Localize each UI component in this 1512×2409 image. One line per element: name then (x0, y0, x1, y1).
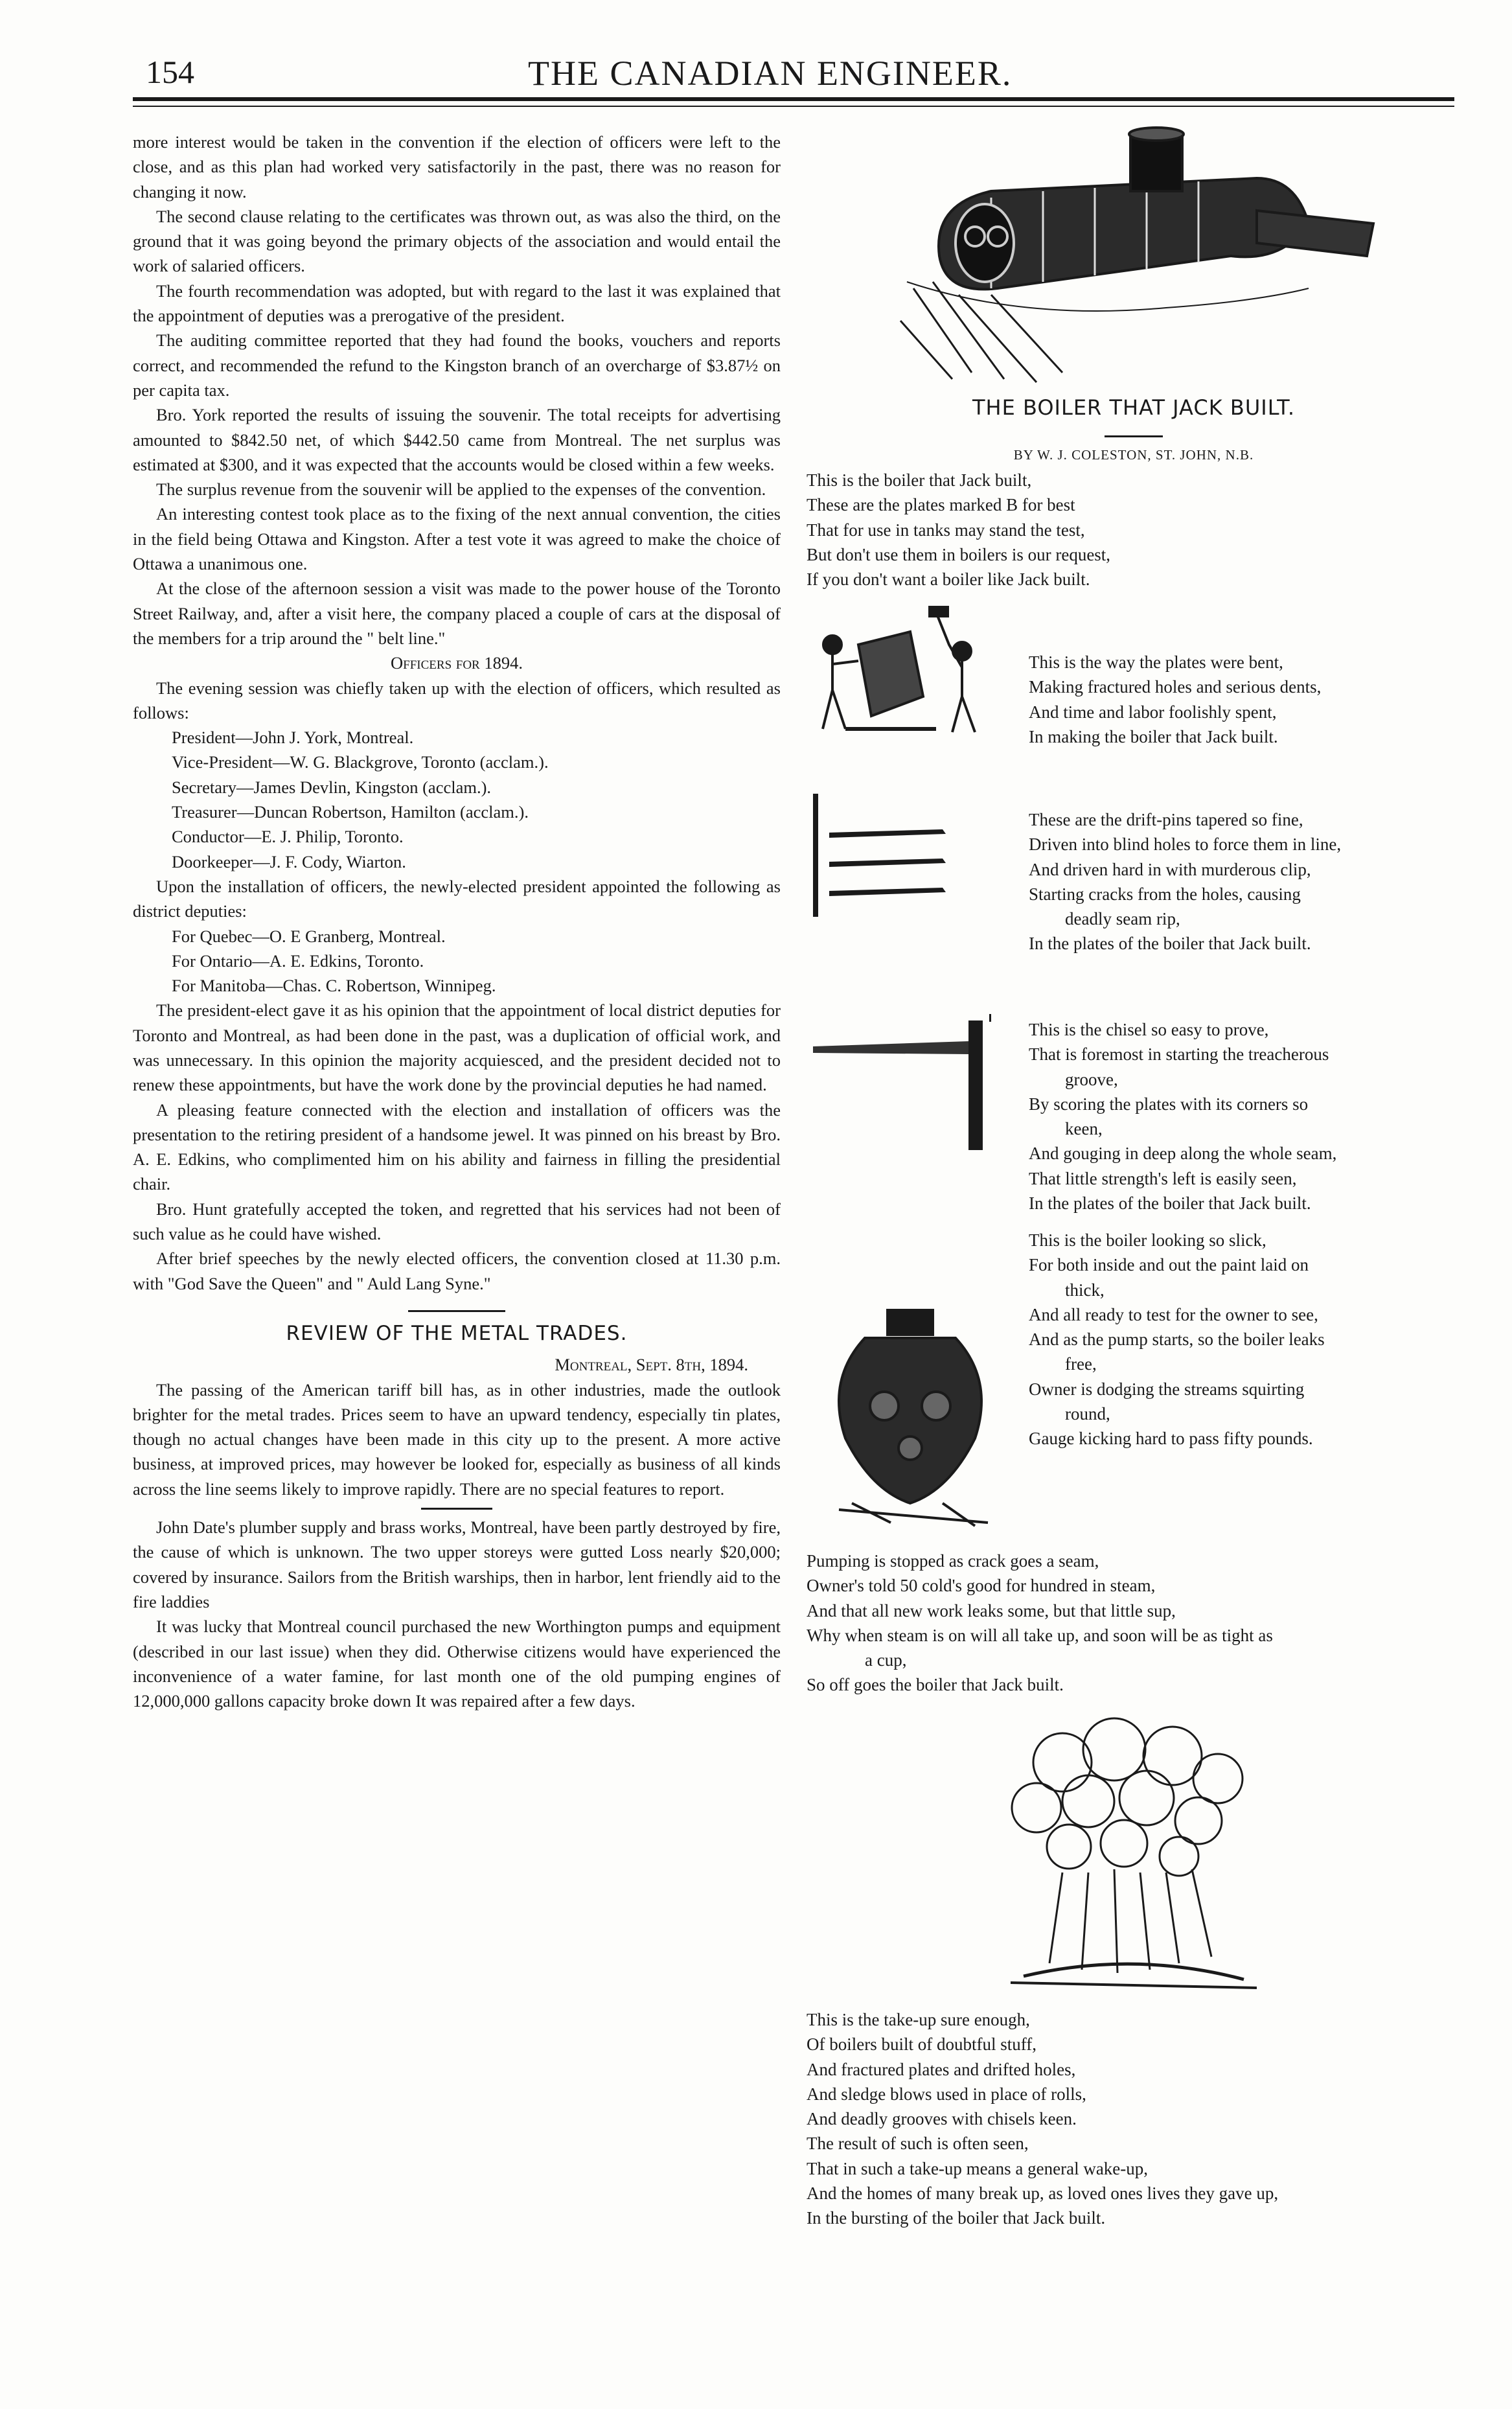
paragraph: An interesting contest took place as to the fixing of the next annual convention, the cities in the field being Ottawa and Kingston. After a test vote it was agreed to make the choice of Ottawa a unanimous one. (133, 504, 781, 574)
paragraph: The evening session was chiefly taken up with the election of officers, which resulted as follows: (133, 678, 781, 722)
verse-line: By scoring the plates with its corners so (1029, 1094, 1309, 1114)
verse-line: deadly seam rip, (1065, 909, 1180, 929)
verse-line: And gouging in deep along the whole seam, (1029, 1144, 1337, 1164)
officer-line: Conductor—E. J. Philip, Toronto. (172, 827, 404, 847)
paragraph: more interest would be taken in the convention if the election of officers were left to the close, and as this plan had worked very satisfactorily in the past, there was no reason for changing it now. (133, 132, 781, 202)
verse-line: And as the pump starts, so the boiler leaks (1029, 1330, 1325, 1350)
verse-line: Of boilers built of doubtful stuff, (807, 2034, 1037, 2055)
verse-line: round, (1065, 1404, 1110, 1424)
verse-line: But don't use them in boilers is our request, (807, 544, 1111, 564)
verse-line: Driven into blind holes to force them in line, (1029, 835, 1342, 855)
verse-line: That little strength's left is easily seen, (1029, 1168, 1297, 1188)
verse-line: In making the boiler that Jack built. (1029, 726, 1278, 746)
verse-line: This is the boiler that Jack built, (807, 470, 1032, 490)
stanza-7 (807, 2007, 1278, 2231)
item-divider (421, 1508, 492, 1510)
officer-line: Vice-President—W. G. Blackgrove, Toronto (acclam.). (172, 752, 549, 772)
verse-line: And time and labor foolishly spent, (1029, 702, 1277, 722)
paragraph: Upon the installation of officers, the newly-elected president appointed the following as district deputies: (133, 876, 781, 921)
verse-line: Owner's told 50 cold's good for hundred in steam, (807, 1576, 1156, 1596)
verse-line: So off goes the boiler that Jack built. (807, 1675, 1064, 1695)
leaking-boiler-illustration (826, 1309, 1001, 1529)
officer-line: President—John J. York, Montreal. (172, 728, 414, 748)
verse-line: This is the chisel so easy to prove, (1029, 1020, 1269, 1039)
officer-line: Secretary—James Devlin, Kingston (acclam.). (172, 777, 492, 797)
left-column (133, 130, 781, 1713)
chisel-illustration (813, 1014, 1014, 1163)
verse-line: Making fractured holes and serious dents, (1029, 677, 1322, 697)
journal-title: THE CANADIAN ENGINEER. (528, 54, 1013, 93)
verse-line: groove, (1065, 1069, 1118, 1089)
verse-line: That for use in tanks may stand the test, (807, 520, 1085, 540)
verse-line: And all ready to test for the owner to see, (1029, 1304, 1318, 1324)
verse-line: This is the take-up sure enough, (807, 2010, 1030, 2029)
verse-line: keen, (1065, 1119, 1103, 1139)
verse-line: And deadly grooves with chisels keen. (807, 2109, 1077, 2129)
verse-line: thick, (1065, 1280, 1105, 1300)
stanza-5 (1029, 1228, 1325, 1451)
verse-line: Why when steam is on will all take up, and soon will be as tight as (807, 1625, 1273, 1645)
men-bending-plates-illustration (807, 606, 1001, 735)
boiler-explosion-illustration (985, 1717, 1283, 1996)
paragraph: The passing of the American tariff bill has, as in other industries, made the outlook brighter for the metal trades. Prices seem to have an upward tendency, especially tin plates, though no actual changes have been made in this city up to the present. A more active business, at improved prices, may however be looked for, especially as business of all kinds across the line seems likely to improve rapidly. There are no special features to report. (133, 1379, 781, 1499)
verse-line: free, (1065, 1354, 1097, 1374)
page-header (146, 53, 1454, 98)
stanza-2 (1029, 650, 1321, 749)
poem-byline: BY W. J. COLESTON, ST. JOHN, N.B. (1013, 447, 1254, 463)
paragraph: The second clause relating to the certificates was thrown out, as was also the third, on the ground that it was going beyond the primary objects of the association and would entail the work of salaried officers. (133, 206, 781, 276)
verse-line: And driven hard in with murderous clip, (1029, 859, 1311, 879)
page-number: 154 (146, 54, 194, 90)
verse-line: Gauge kicking hard to pass fifty pounds. (1029, 1429, 1313, 1449)
verse-line: Owner is dodging the streams squirting (1029, 1379, 1305, 1399)
drift-pins-illustration (813, 794, 956, 923)
paragraph: At the close of the afternoon session a visit was made to the power house of the Toronto Street Railway, and, after a visit here, the company placed a couple of cars at the disposal of the members for a trip around the " belt line." (133, 579, 781, 648)
verse-line: The result of such is often seen, (807, 2134, 1029, 2154)
verse-line: That in such a take-up means a general wake-up, (807, 2158, 1149, 2178)
paragraph: After brief speeches by the newly elected officers, the convention closed at 11.30 p.m. with "God Save the Queen" and " Auld Lang Syne." (133, 1249, 781, 1293)
officers-heading: Officers for 1894. (391, 653, 523, 673)
deputy-line: For Quebec—O. E Granberg, Montreal. (172, 926, 446, 946)
verse-line: a cup, (865, 1650, 907, 1670)
verse-line: This is the boiler looking so slick, (1029, 1230, 1266, 1250)
paragraph: Bro. Hunt gratefully accepted the token, and regretted that his services had not been of such value as he could have wished. (133, 1199, 781, 1244)
stanza-6 (807, 1549, 1273, 1698)
verse-line: That is foremost in starting the treacherous (1029, 1044, 1329, 1065)
officer-line: Doorkeeper—J. F. Cody, Wiarton. (172, 851, 406, 871)
paragraph: John Date's plumber supply and brass works, Montreal, have been partly destroyed by fire, the cause of which is unknown. The two upper storeys were gutted Loss nearly $20,000; covered by insurance. Sailors from the British warships, then in harbor, lent friendly aid to the fire laddies (133, 1517, 781, 1611)
verse-line: And that all new work leaks some, but that little sup, (807, 1600, 1176, 1620)
header-rule-thin (133, 106, 1454, 107)
boiler-shell-illustration (894, 126, 1386, 386)
paragraph: A pleasing feature connected with the election and installation of officers was the presentation to the retiring president of a handsome jewel. It was pinned on his breast by Bro. A. E. Edkins, who complimented him on his ability and fairness in filling the presidential chair. (133, 1100, 781, 1194)
verse-line: And the homes of many break up, as loved ones lives they gave up, (807, 2184, 1279, 2204)
paragraph: The fourth recommendation was adopted, but with regard to the last it was explained that the appointment of deputies was a prerogative of the president. (133, 281, 781, 326)
verse-line: Starting cracks from the holes, causing (1029, 884, 1301, 904)
review-dateline: Montreal, Sept. 8th, 1894. (555, 1355, 748, 1375)
deputy-line: For Manitoba—Chas. C. Robertson, Winnipeg. (172, 976, 496, 996)
verse-line: For both inside and out the paint laid on (1029, 1255, 1309, 1275)
verse-line: This is the way the plates were bent, (1029, 652, 1283, 672)
review-title: REVIEW OF THE METAL TRADES. (286, 1321, 628, 1345)
stanza-1 (807, 468, 1110, 592)
poem-title: THE BOILER THAT JACK BUILT. (972, 395, 1296, 420)
paragraph: The surplus revenue from the souvenir will be applied to the expenses of the convention. (156, 479, 766, 500)
verse-line: And fractured plates and drifted holes, (807, 2059, 1076, 2079)
paragraph: Bro. York reported the results of issuing the souvenir. The total receipts for advertising amounted to $842.50 net, of which $442.50 came from Montreal. The net surplus was estimated at $300, and it was expected that the accounts would be closed within a few weeks. (133, 405, 781, 474)
officer-line: Treasurer—Duncan Robertson, Hamilton (acclam.). (172, 802, 529, 822)
paragraph: The president-elect gave it as his opinion that the appointment of local district deputies for Toronto and Montreal, as had been done in the past, was a duplication of official work, and was unnecessary. In this opinion the majority acquiesced, and the president decided not to renew these appointments, but have the work done by the provincial deputies he had named. (133, 1000, 781, 1095)
verse-line: In the plates of the boiler that Jack built. (1029, 934, 1311, 954)
verse-line: And sledge blows used in place of rolls, (807, 2084, 1086, 2104)
deputy-line: For Ontario—A. E. Edkins, Toronto. (172, 951, 424, 971)
verse-line: These are the drift-pins tapered so fine, (1029, 810, 1303, 829)
title-rule (1105, 435, 1163, 437)
stanza-4 (1029, 1017, 1336, 1216)
verse-line: In the bursting of the boiler that Jack built. (807, 2208, 1106, 2228)
verse-line: In the plates of the boiler that Jack built. (1029, 1193, 1311, 1214)
header-rule-thick (133, 97, 1454, 101)
paragraph: It was lucky that Montreal council purchased the new Worthington pumps and equipment (described in our last issue) when they did. Otherwise citizens would have experienced the inconvenience of a water famine, for last month one of the old pumping engines of 12,000,000 gallons capacity broke down It was repaired after a few days. (133, 1617, 781, 1711)
stanza-3 (1029, 807, 1341, 956)
paragraph: The auditing committee reported that they had found the books, vouchers and reports correct, and recommended the refund to the Kingston branch of an overcharge of $3.87½ on per capita tax. (133, 330, 781, 400)
verse-line: These are the plates marked B for best (807, 495, 1075, 515)
verse-line: Pumping is stopped as crack goes a seam, (807, 1551, 1099, 1571)
verse-line: If you don't want a boiler like Jack built. (807, 570, 1090, 590)
section-divider (408, 1310, 505, 1312)
